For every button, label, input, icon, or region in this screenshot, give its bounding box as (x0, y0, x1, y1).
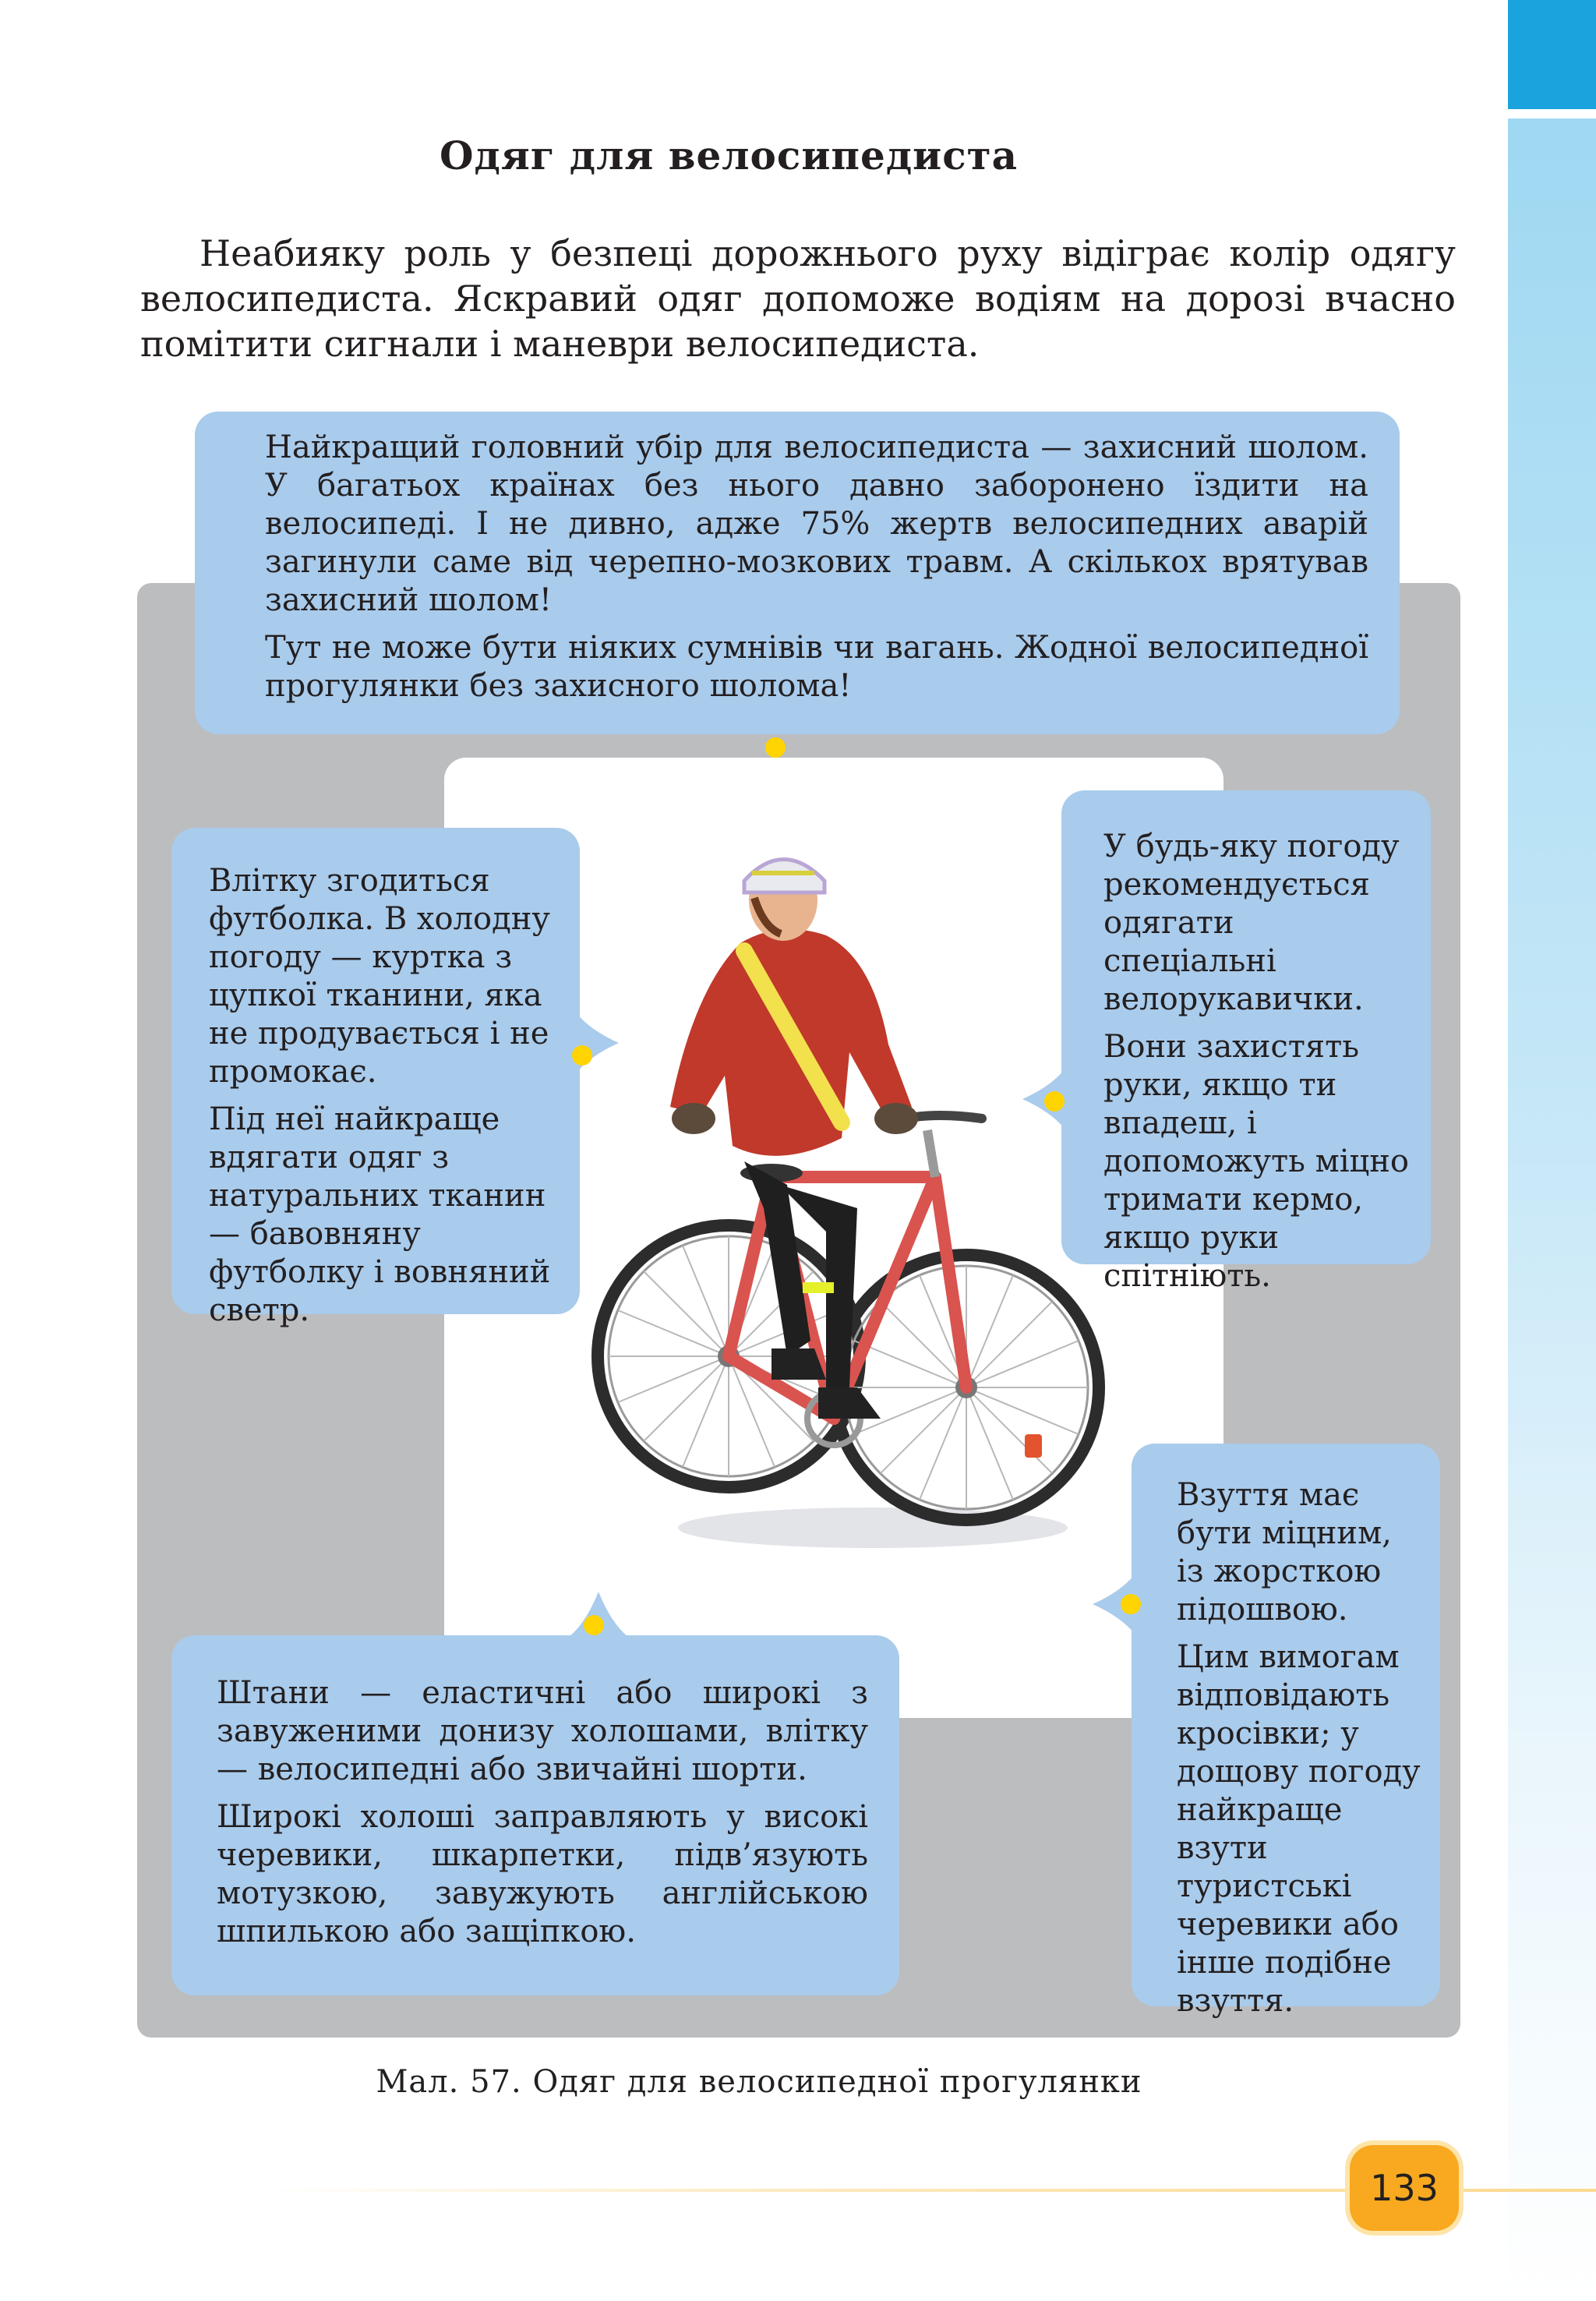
side-strip (1508, 118, 1596, 2301)
bubble-helmet-dot (765, 737, 786, 758)
bubble-helmet (195, 412, 1400, 734)
bubble-helmet-p2: Тут не може бути ніяких сумнівів чи вагань. Жодної велосипедної прогулянки без захисного шолома! (265, 630, 1368, 704)
page-number: 133 (1350, 2145, 1459, 2231)
intro-paragraph (140, 231, 1456, 366)
bubble-pants-dot (584, 1615, 604, 1635)
side-strip-top (1508, 0, 1596, 109)
bubble-helmet-p1: Найкращий головний убір для велосипедиста — захисний шолом. У багатьох країнах без нього давно заборонено їздити на велосипеді. І не дивно, адже 75% жертв велосипедних аварій загинули саме від черепно-мозкових травм. А скількох врятував захисний шолом! (265, 429, 1368, 618)
bubble-shoes-p2: Цим вимогам відповідають кросівки; у дощову погоду найкраще взути туристські черевики або інше подібне взуття. (1177, 1639, 1421, 2019)
bubble-shoes-dot (1121, 1594, 1141, 1614)
figure-caption-text: Мал. 57. Одяг для велосипедної прогулянки (376, 2064, 1142, 2100)
bubble-gloves-p1: У будь-яку погоду рекомендується одягати спеціальні велорукавички. (1103, 829, 1400, 1017)
bubble-clothing (171, 828, 580, 1328)
bubble-clothing-p1: Влітку згодиться футболка. В холодну погоду — куртка з цупкої тканини, яка не продувається і не промокає. (209, 863, 550, 1090)
bubble-pants-p2: Широкі холоші заправляють у високі черевики, шкарпетки, підв’язують мотузкою, завужують англійською шпилькою або защіпкою. (217, 1799, 868, 1949)
intro-text: Неабияку роль у безпеці дорожнього руху відіграє колір одягу велосипедиста. Яскравий одяг допоможе водіям на дорозі вчасно помітити сигнали і маневри велосипедиста. (140, 232, 1456, 365)
bubble-gloves-p2: Вони захистять руки, якщо ти впадеш, і допоможуть міцно тримати кермо, якщо руки спітніють. (1103, 1029, 1409, 1294)
bubble-pants (171, 1635, 899, 1995)
bubble-shoes (1132, 1444, 1440, 2019)
bubble-gloves-dot (1044, 1091, 1065, 1112)
bubble-gloves (1061, 790, 1431, 1294)
bubble-clothing-dot (572, 1045, 592, 1066)
page-title: Одяг для велосипедиста (439, 133, 1019, 178)
child-cyclist-illustration (577, 842, 1122, 1590)
figure-caption (0, 2064, 1596, 2100)
bubble-pants-p1: Штани — еластичні або широкі з завуженими донизу холошами, влітку — велосипедні або звичайні шорти. (217, 1675, 868, 1787)
bubble-clothing-p2: Під неї найкраще вдягати одяг з натуральних тканин — бавовняну футболку і вовняний светр. (209, 1101, 551, 1328)
bubble-shoes-p1: Взуття має бути міцним, із жорсткою підошвою. (1177, 1477, 1392, 1628)
